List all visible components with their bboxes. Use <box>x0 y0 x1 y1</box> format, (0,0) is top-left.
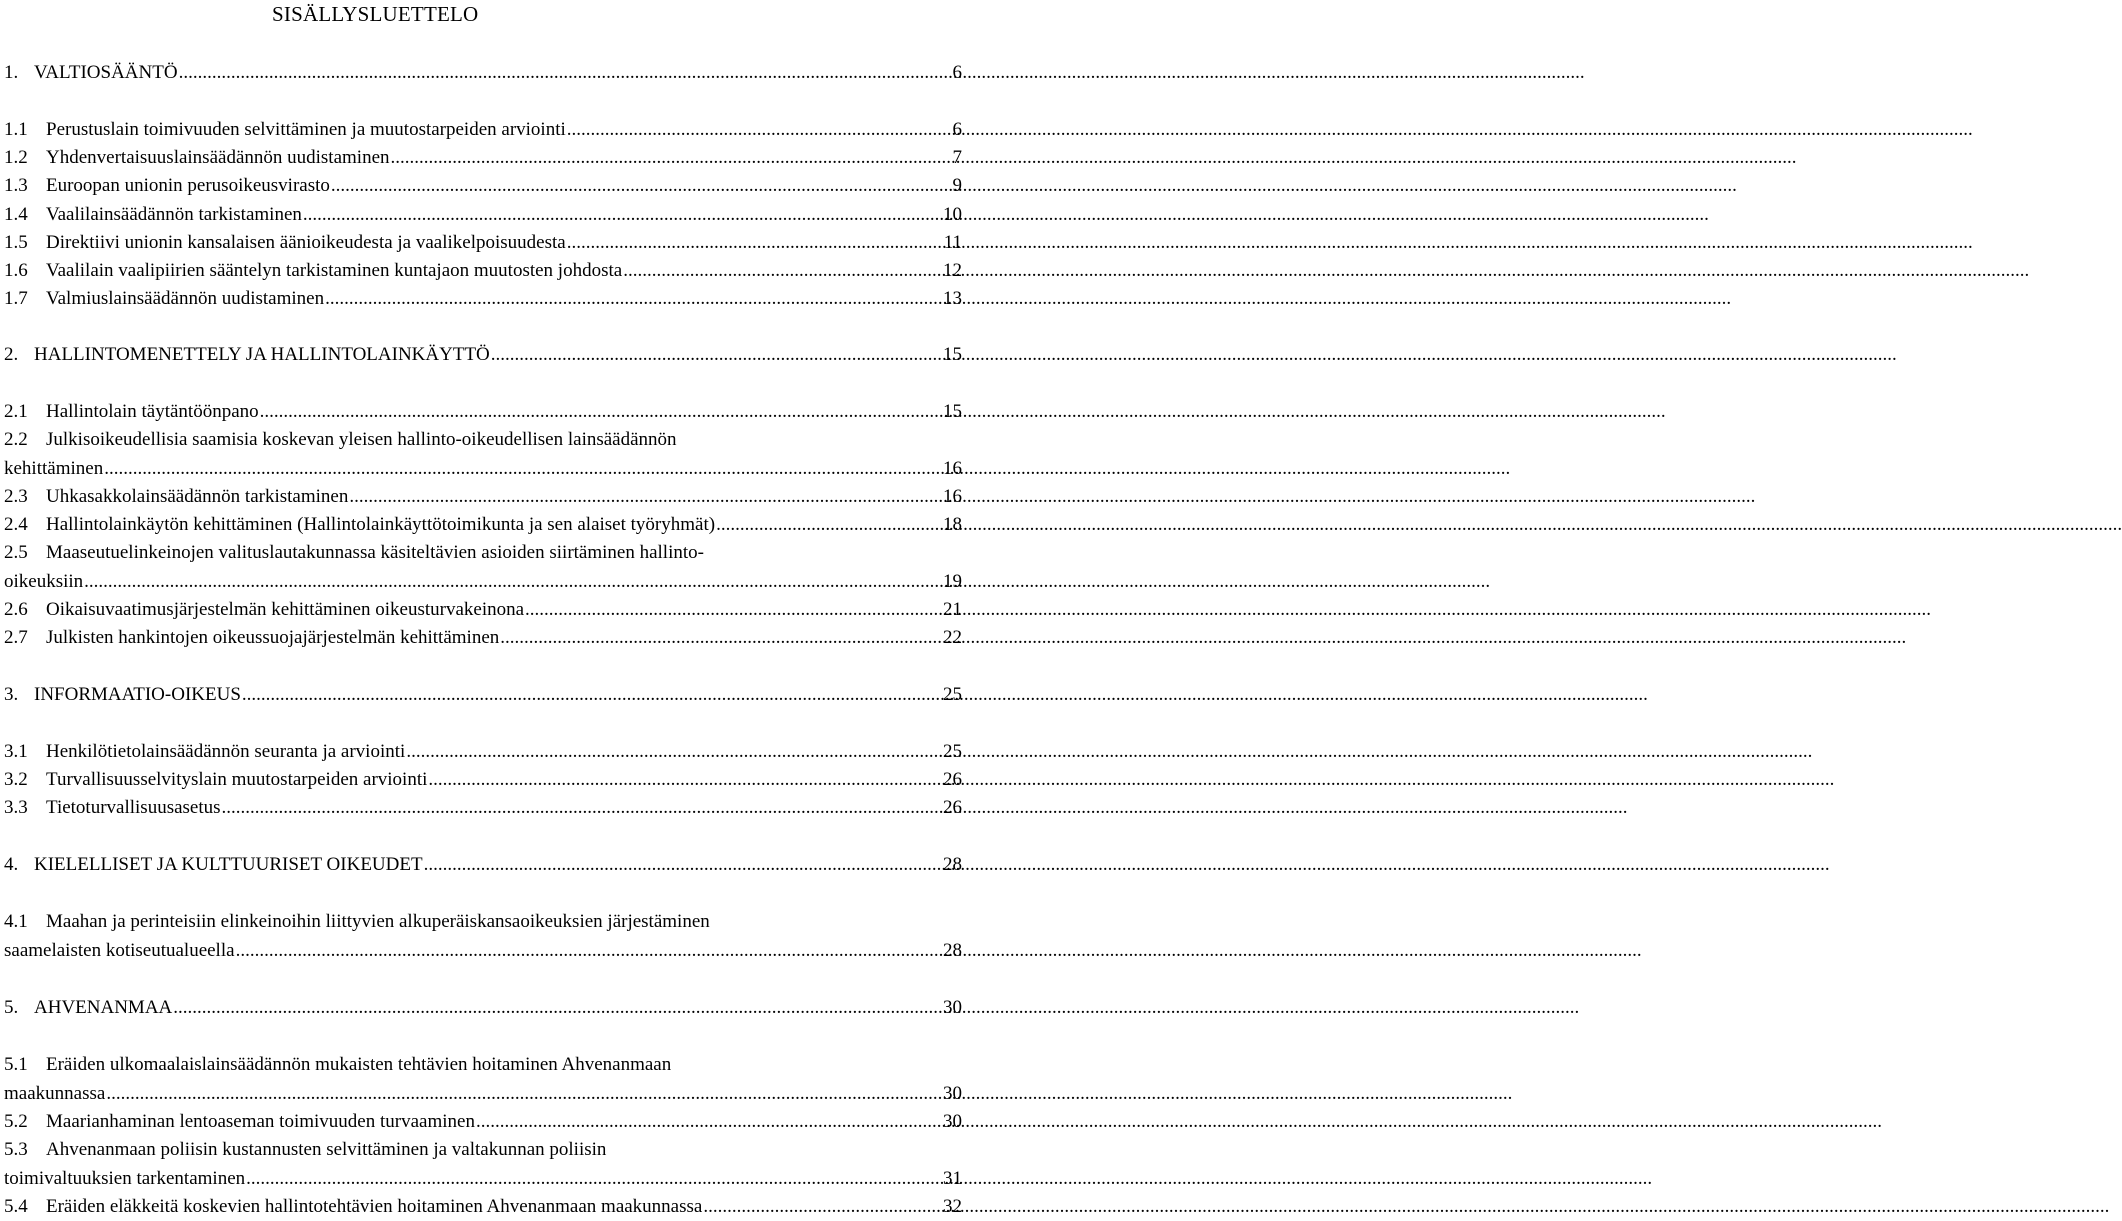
toc-leader <box>246 1164 942 1193</box>
toc-page: 26 <box>943 769 962 790</box>
toc-number: 2. <box>4 344 19 365</box>
toc-text: Maahan ja perinteisiin elinkeinoihin liittyvien alkuperäiskansaoikeuksien järjestäminen <box>46 911 710 932</box>
toc-leader <box>424 850 942 879</box>
toc-page: 30 <box>943 997 962 1018</box>
toc-page: 9 <box>952 175 962 196</box>
toc-number: 1.4 <box>4 204 28 225</box>
toc-entry-5-3[interactable] <box>4 1135 962 1193</box>
toc-text: Hallintolain täytäntöönpano <box>46 401 259 422</box>
toc-page: 6 <box>952 62 962 83</box>
toc-text: Julkisten hankintojen oikeussuojajärjestelmän kehittäminen <box>46 627 500 648</box>
toc-text: VALTIOSÄÄNTÖ <box>34 62 178 83</box>
toc-number: 1.3 <box>4 175 28 196</box>
toc-entry-3-1[interactable] <box>4 737 962 766</box>
toc-entry-1-1[interactable] <box>4 115 962 144</box>
toc-entry-1-4[interactable] <box>4 200 962 229</box>
toc-entry-5[interactable] <box>4 993 962 1022</box>
toc-number: 2.4 <box>4 514 28 535</box>
toc-page: 26 <box>943 797 962 818</box>
toc-text: Henkilötietolainsäädännön seuranta ja arviointi <box>46 741 406 762</box>
toc-text: Ahvenanmaan poliisin kustannusten selvittäminen ja valtakunnan poliisin <box>46 1139 607 1160</box>
toc-page: 16 <box>943 458 962 479</box>
toc-entry-1-3[interactable] <box>4 171 962 200</box>
toc-entry-1-2[interactable] <box>4 143 962 172</box>
toc-entry-2-2[interactable] <box>4 425 962 483</box>
toc-title: SISÄLLYSLUETTELO <box>272 2 479 26</box>
toc-leader <box>260 397 942 426</box>
toc-page: 30 <box>943 1083 962 1104</box>
toc-number: 2.6 <box>4 599 28 620</box>
toc-text-continued: kehittäminen <box>4 458 104 479</box>
toc-number: 4.1 <box>4 911 28 932</box>
toc-page: 28 <box>943 854 962 875</box>
toc-leader <box>491 340 942 369</box>
toc-leader <box>173 993 942 1022</box>
toc-text: Vaalilainsäädännön tarkistaminen <box>46 204 302 225</box>
toc-text: Valmiuslainsäädännön uudistaminen <box>46 288 325 309</box>
toc-entry-2[interactable] <box>4 340 962 369</box>
toc-page: 12 <box>943 260 962 281</box>
toc-text: Uhkasakkolainsäädännön tarkistaminen <box>46 486 349 507</box>
toc-leader <box>525 595 942 624</box>
toc-entry-2-7[interactable] <box>4 623 962 652</box>
toc-text: Julkisoikeudellisia saamisia koskevan yleisen hallinto-oikeudellisen lainsäädännön <box>46 429 677 450</box>
toc-entry-3-2[interactable] <box>4 765 962 794</box>
toc-leader <box>623 256 942 285</box>
toc-leader <box>716 510 942 539</box>
toc-entry-5-2[interactable] <box>4 1107 962 1136</box>
toc-leader <box>500 623 942 652</box>
toc-leader <box>406 737 942 766</box>
toc-leader <box>242 680 942 709</box>
toc-text: Direktiivi unionin kansalaisen äänioikeudesta ja vaalikelpoisuudesta <box>46 232 566 253</box>
toc-text: Euroopan unionin perusoikeusvirasto <box>46 175 330 196</box>
toc-entry-1[interactable] <box>4 58 962 87</box>
toc-number: 1.5 <box>4 232 28 253</box>
toc-leader <box>106 1079 942 1108</box>
toc-page: 21 <box>943 599 962 620</box>
toc-entry-4[interactable] <box>4 850 962 879</box>
toc-leader <box>391 143 952 172</box>
toc-text-continued: oikeuksiin <box>4 571 84 592</box>
toc-leader <box>303 200 942 229</box>
toc-text: Tietoturvallisuusasetus <box>46 797 221 818</box>
toc-page: 11 <box>943 232 962 253</box>
toc-text: Maaseutuelinkeinojen valituslautakunnassa käsiteltävien asioiden siirtäminen hallinto- <box>46 542 704 563</box>
toc-text: Hallintolainkäytön kehittäminen (Hallintolainkäyttötoimikunta ja sen alaiset työryhmät) <box>46 514 716 535</box>
toc-number: 1. <box>4 62 19 83</box>
toc-number: 5.1 <box>4 1054 28 1075</box>
toc-number: 3.2 <box>4 769 28 790</box>
toc-text: Eräiden ulkomaalaislainsäädännön mukaisten tehtävien hoitaminen Ahvenanmaan <box>46 1054 672 1075</box>
toc-number: 2.3 <box>4 486 28 507</box>
toc-text: KIELELLISET JA KULTTUURISET OIKEUDET <box>34 854 423 875</box>
toc-entry-1-6[interactable] <box>4 256 962 285</box>
toc-leader <box>567 228 943 257</box>
toc-leader <box>84 567 942 596</box>
toc-entry-2-6[interactable] <box>4 595 962 624</box>
toc-leader <box>476 1107 942 1136</box>
toc-page: 22 <box>943 627 962 648</box>
toc-page: 19 <box>943 571 962 592</box>
toc-text: INFORMAATIO-OIKEUS <box>34 684 241 705</box>
toc-page: 6 <box>952 119 962 140</box>
toc-text-continued: saamelaisten kotiseutualueella <box>4 940 235 961</box>
toc-number: 5.3 <box>4 1139 28 1160</box>
toc-entry-1-7[interactable] <box>4 284 962 313</box>
toc-text-continued: toimivaltuuksien tarkentaminen <box>4 1168 246 1189</box>
toc-entry-1-5[interactable] <box>4 228 962 257</box>
toc-entry-3[interactable] <box>4 680 962 709</box>
toc-page: 15 <box>943 344 962 365</box>
toc-number: 5. <box>4 997 19 1018</box>
toc-number: 2.5 <box>4 542 28 563</box>
toc-page: 31 <box>943 1168 962 1189</box>
toc-number: 4. <box>4 854 19 875</box>
toc-entry-5-4[interactable] <box>4 1192 962 1221</box>
toc-leader <box>325 284 942 313</box>
toc-page: 25 <box>943 684 962 705</box>
toc-entry-2-4[interactable] <box>4 510 962 539</box>
toc-number: 1.6 <box>4 260 28 281</box>
toc-number: 5.4 <box>4 1196 28 1217</box>
toc-entry-2-5[interactable] <box>4 538 962 596</box>
toc-entry-3-3[interactable] <box>4 793 962 822</box>
toc-number: 3. <box>4 684 19 705</box>
toc-text: HALLINTOMENETTELY JA HALLINTOLAINKÄYTTÖ <box>34 344 490 365</box>
toc-page: 7 <box>952 147 962 168</box>
toc-entry-2-1[interactable] <box>4 397 962 426</box>
toc-number: 2.7 <box>4 627 28 648</box>
toc-entry-5-1[interactable] <box>4 1050 962 1108</box>
toc-text: Oikaisuvaatimusjärjestelmän kehittäminen oikeusturvakeinona <box>46 599 525 620</box>
toc-page: 18 <box>943 514 962 535</box>
toc-leader <box>236 936 942 965</box>
toc-entry-4-1[interactable] <box>4 907 962 965</box>
toc-text: Turvallisuusselvityslain muutostarpeiden arviointi <box>46 769 428 790</box>
toc-page: 25 <box>943 741 962 762</box>
toc-number: 5.2 <box>4 1111 28 1132</box>
toc-page: 10 <box>943 204 962 225</box>
toc-number: 2.1 <box>4 401 28 422</box>
toc-text: Vaalilain vaalipiirien sääntelyn tarkistaminen kuntajaon muutosten johdosta <box>46 260 623 281</box>
toc-page: 16 <box>943 486 962 507</box>
toc-leader <box>428 765 942 794</box>
toc-leader <box>703 1192 942 1221</box>
toc-text: Maarianhaminan lentoaseman toimivuuden turvaaminen <box>46 1111 475 1132</box>
toc-leader <box>567 115 952 144</box>
toc-page: 32 <box>943 1196 962 1217</box>
toc-text: Perustuslain toimivuuden selvittäminen ja muutostarpeiden arviointi <box>46 119 566 140</box>
toc-leader <box>104 454 942 483</box>
toc-leader <box>331 171 952 200</box>
toc-number: 2.2 <box>4 429 28 450</box>
toc-number: 3.1 <box>4 741 28 762</box>
toc-text: AHVENANMAA <box>34 997 173 1018</box>
toc-number: 1.2 <box>4 147 28 168</box>
toc-entry-2-3[interactable] <box>4 482 962 511</box>
toc-page: 28 <box>943 940 962 961</box>
toc-number: 1.7 <box>4 288 28 309</box>
toc-leader <box>179 58 952 87</box>
toc-leader <box>222 793 942 822</box>
toc-text: Eräiden eläkkeitä koskevien hallintotehtävien hoitaminen Ahvenanmaan maakunnassa <box>46 1196 703 1217</box>
toc-page: 13 <box>943 288 962 309</box>
toc-page: 30 <box>943 1111 962 1132</box>
toc-number: 3.3 <box>4 797 28 818</box>
toc-page: 15 <box>943 401 962 422</box>
toc-number: 1.1 <box>4 119 28 140</box>
toc-text-continued: maakunnassa <box>4 1083 106 1104</box>
toc-leader <box>349 482 942 511</box>
document-page <box>0 0 960 1217</box>
toc-text: Yhdenvertaisuuslainsäädännön uudistaminen <box>46 147 390 168</box>
